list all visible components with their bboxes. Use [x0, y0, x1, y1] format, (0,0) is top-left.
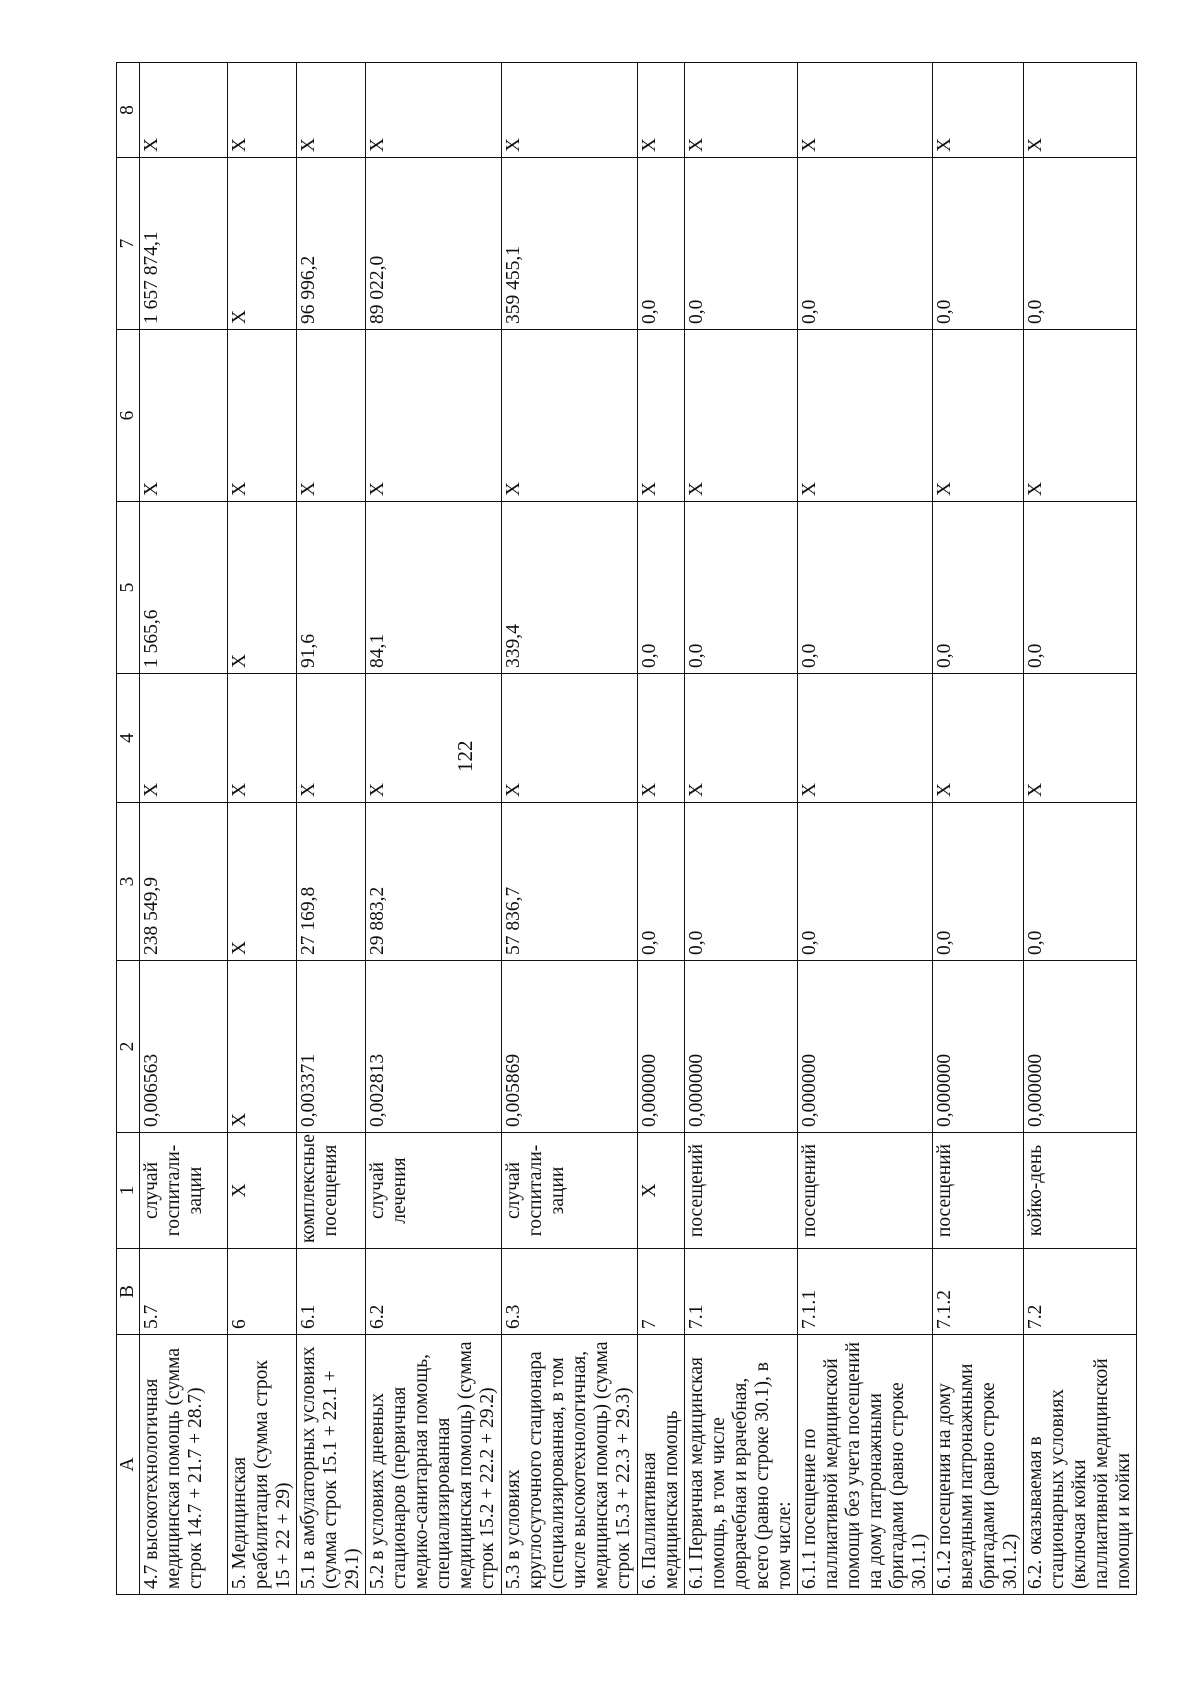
value-cell: 0,000000	[1024, 961, 1137, 1133]
row-label-cell: 4.7 высокотехнологичная медицинская помощь (сумма строк 14.7 + 21.7 + 28.7)	[140, 1335, 228, 1595]
unit-cell: посещений	[933, 1133, 1024, 1249]
table-row	[638, 63, 685, 1595]
header-cell: 2	[117, 961, 140, 1133]
unit-cell: Х	[228, 1133, 297, 1249]
row-code-cell: 7.1	[685, 1249, 798, 1335]
value-cell: 0,000000	[933, 961, 1024, 1133]
value-cell: 0,0	[685, 158, 798, 330]
row-label-cell: 6.1 Первичная медицинская помощь, в том числе доврачебная и врачебная, всего (равно строке 30.1), в том числе:	[685, 1335, 798, 1595]
row-label-cell: 6.2. оказываемая в стационарных условиях (включая койки паллиативной медицинской помощи и койки	[1024, 1335, 1137, 1595]
value-cell: 0,000000	[685, 961, 798, 1133]
row-code-cell: 5.7	[140, 1249, 228, 1335]
value-cell: 29 883,2	[366, 803, 502, 961]
value-cell: Х	[228, 63, 297, 158]
table-row	[1024, 63, 1137, 1595]
value-cell: 0,0	[685, 502, 798, 674]
header-cell: 7	[117, 158, 140, 330]
value-cell: Х	[1024, 63, 1137, 158]
value-cell: 238 549,9	[140, 803, 228, 961]
header-cell: 4	[117, 674, 140, 803]
value-cell: 0,0	[933, 803, 1024, 961]
table-row	[933, 63, 1024, 1595]
row-code-cell: 7.2	[1024, 1249, 1137, 1335]
data-table	[116, 62, 1137, 1595]
value-cell: 0,000000	[798, 961, 933, 1133]
row-code-cell: 7.1.2	[933, 1249, 1024, 1335]
value-cell: 0,0	[1024, 502, 1137, 674]
header-cell: 1	[117, 1133, 140, 1249]
value-cell: 0,0	[1024, 803, 1137, 961]
value-cell: Х	[685, 674, 798, 803]
header-cell: 8	[117, 63, 140, 158]
value-cell: Х	[1024, 330, 1137, 502]
value-cell: Х	[228, 961, 297, 1133]
header-cell: А	[117, 1335, 140, 1595]
row-code-cell: 6.2	[366, 1249, 502, 1335]
unit-cell: посещений	[798, 1133, 933, 1249]
table-row	[140, 63, 228, 1595]
value-cell: 96 996,2	[297, 158, 366, 330]
value-cell: Х	[502, 330, 638, 502]
row-label-cell: 5. Медицинская реабилитация (сумма строк 15 + 22 + 29)	[228, 1335, 297, 1595]
value-cell: 0,0	[685, 803, 798, 961]
table-row	[228, 63, 297, 1595]
value-cell: Х	[638, 674, 685, 803]
value-cell: Х	[228, 158, 297, 330]
header-cell: 3	[117, 803, 140, 961]
value-cell: 0,0	[933, 502, 1024, 674]
value-cell: 84,1	[366, 502, 502, 674]
value-cell: 0,003371	[297, 961, 366, 1133]
value-cell: Х	[502, 63, 638, 158]
row-label-cell: 5.2 в условиях дневных стационаров (первичная медико-санитарная помощь, специализированная медицинская помощь) (сумма строк 15.2 + 22.2 + 29.2)	[366, 1335, 502, 1595]
value-cell: 57 836,7	[502, 803, 638, 961]
value-cell: Х	[798, 674, 933, 803]
value-cell: 0,000000	[638, 961, 685, 1133]
header-cell: 5	[117, 502, 140, 674]
value-cell: Х	[933, 330, 1024, 502]
header-cell: 6	[117, 330, 140, 502]
value-cell: Х	[366, 330, 502, 502]
value-cell: 0,0	[638, 803, 685, 961]
value-cell: Х	[685, 330, 798, 502]
value-cell: Х	[140, 674, 228, 803]
value-cell: Х	[297, 63, 366, 158]
value-cell: Х	[366, 674, 502, 803]
value-cell: 89 022,0	[366, 158, 502, 330]
value-cell: 0,0	[933, 158, 1024, 330]
value-cell: 1 657 874,1	[140, 158, 228, 330]
value-cell: Х	[297, 330, 366, 502]
value-cell: Х	[638, 330, 685, 502]
table-row	[297, 63, 366, 1595]
row-label-cell: 5.3 в условиях круглосуточного стационара (специализированная, в том числе высокотехнологичная, медицинская помощь) (сумма строк 15.3 + 22.3 + 29.3)	[502, 1335, 638, 1595]
value-cell: 0,0	[798, 803, 933, 961]
value-cell: Х	[228, 803, 297, 961]
table-row	[798, 63, 933, 1595]
value-cell: Х	[140, 63, 228, 158]
row-code-cell: 7.1.1	[798, 1249, 933, 1335]
table-header-row	[117, 63, 140, 1595]
unit-cell: посещений	[685, 1133, 798, 1249]
value-cell: Х	[502, 674, 638, 803]
value-cell: Х	[228, 330, 297, 502]
value-cell: 0,0	[1024, 158, 1137, 330]
value-cell: Х	[933, 674, 1024, 803]
value-cell: Х	[798, 63, 933, 158]
value-cell: Х	[228, 674, 297, 803]
value-cell: 0,006563	[140, 961, 228, 1133]
row-code-cell: 6	[228, 1249, 297, 1335]
unit-cell: комплексные посещения	[297, 1133, 366, 1249]
value-cell: Х	[933, 63, 1024, 158]
value-cell: 0,0	[638, 502, 685, 674]
table-row	[366, 63, 502, 1595]
unit-cell: случай госпитали-зации	[140, 1133, 228, 1249]
row-label-cell: 6.1.1 посещение по паллиативной медицинской помощи без учета посещений на дому патронажными бригадами (равно строке 30.1.1)	[798, 1335, 933, 1595]
row-code-cell: 6.3	[502, 1249, 638, 1335]
value-cell: 359 455,1	[502, 158, 638, 330]
value-cell: 0,002813	[366, 961, 502, 1133]
value-cell: 339,4	[502, 502, 638, 674]
value-cell: Х	[685, 63, 798, 158]
value-cell: 91,6	[297, 502, 366, 674]
value-cell: Х	[638, 63, 685, 158]
value-cell: 0,0	[798, 502, 933, 674]
row-label-cell: 5.1 в амбулаторных условиях (сумма строк 15.1 + 22.1 + 29.1)	[297, 1335, 366, 1595]
row-label-cell: 6.1.2 посещения на дому выездными патронажными бригадами (равно строке 30.1.2)	[933, 1335, 1024, 1595]
page-number: 122	[453, 740, 477, 772]
value-cell: 1 565,6	[140, 502, 228, 674]
value-cell: Х	[297, 674, 366, 803]
value-cell: Х	[366, 63, 502, 158]
value-cell: Х	[228, 502, 297, 674]
value-cell: Х	[1024, 674, 1137, 803]
row-label-cell: 6. Паллиативная медицинская помощь	[638, 1335, 685, 1595]
value-cell: Х	[798, 330, 933, 502]
row-code-cell: 7	[638, 1249, 685, 1335]
unit-cell: случай лечения	[366, 1133, 502, 1249]
unit-cell: случай госпитали-зации	[502, 1133, 638, 1249]
header-cell: В	[117, 1249, 140, 1335]
unit-cell: Х	[638, 1133, 685, 1249]
unit-cell: койко-день	[1024, 1133, 1137, 1249]
value-cell: 27 169,8	[297, 803, 366, 961]
value-cell: Х	[140, 330, 228, 502]
table-container	[116, 63, 1134, 1595]
value-cell: 0,0	[638, 158, 685, 330]
row-code-cell: 6.1	[297, 1249, 366, 1335]
value-cell: 0,0	[798, 158, 933, 330]
value-cell: 0,005869	[502, 961, 638, 1133]
table-row	[502, 63, 638, 1595]
table-row	[685, 63, 798, 1595]
